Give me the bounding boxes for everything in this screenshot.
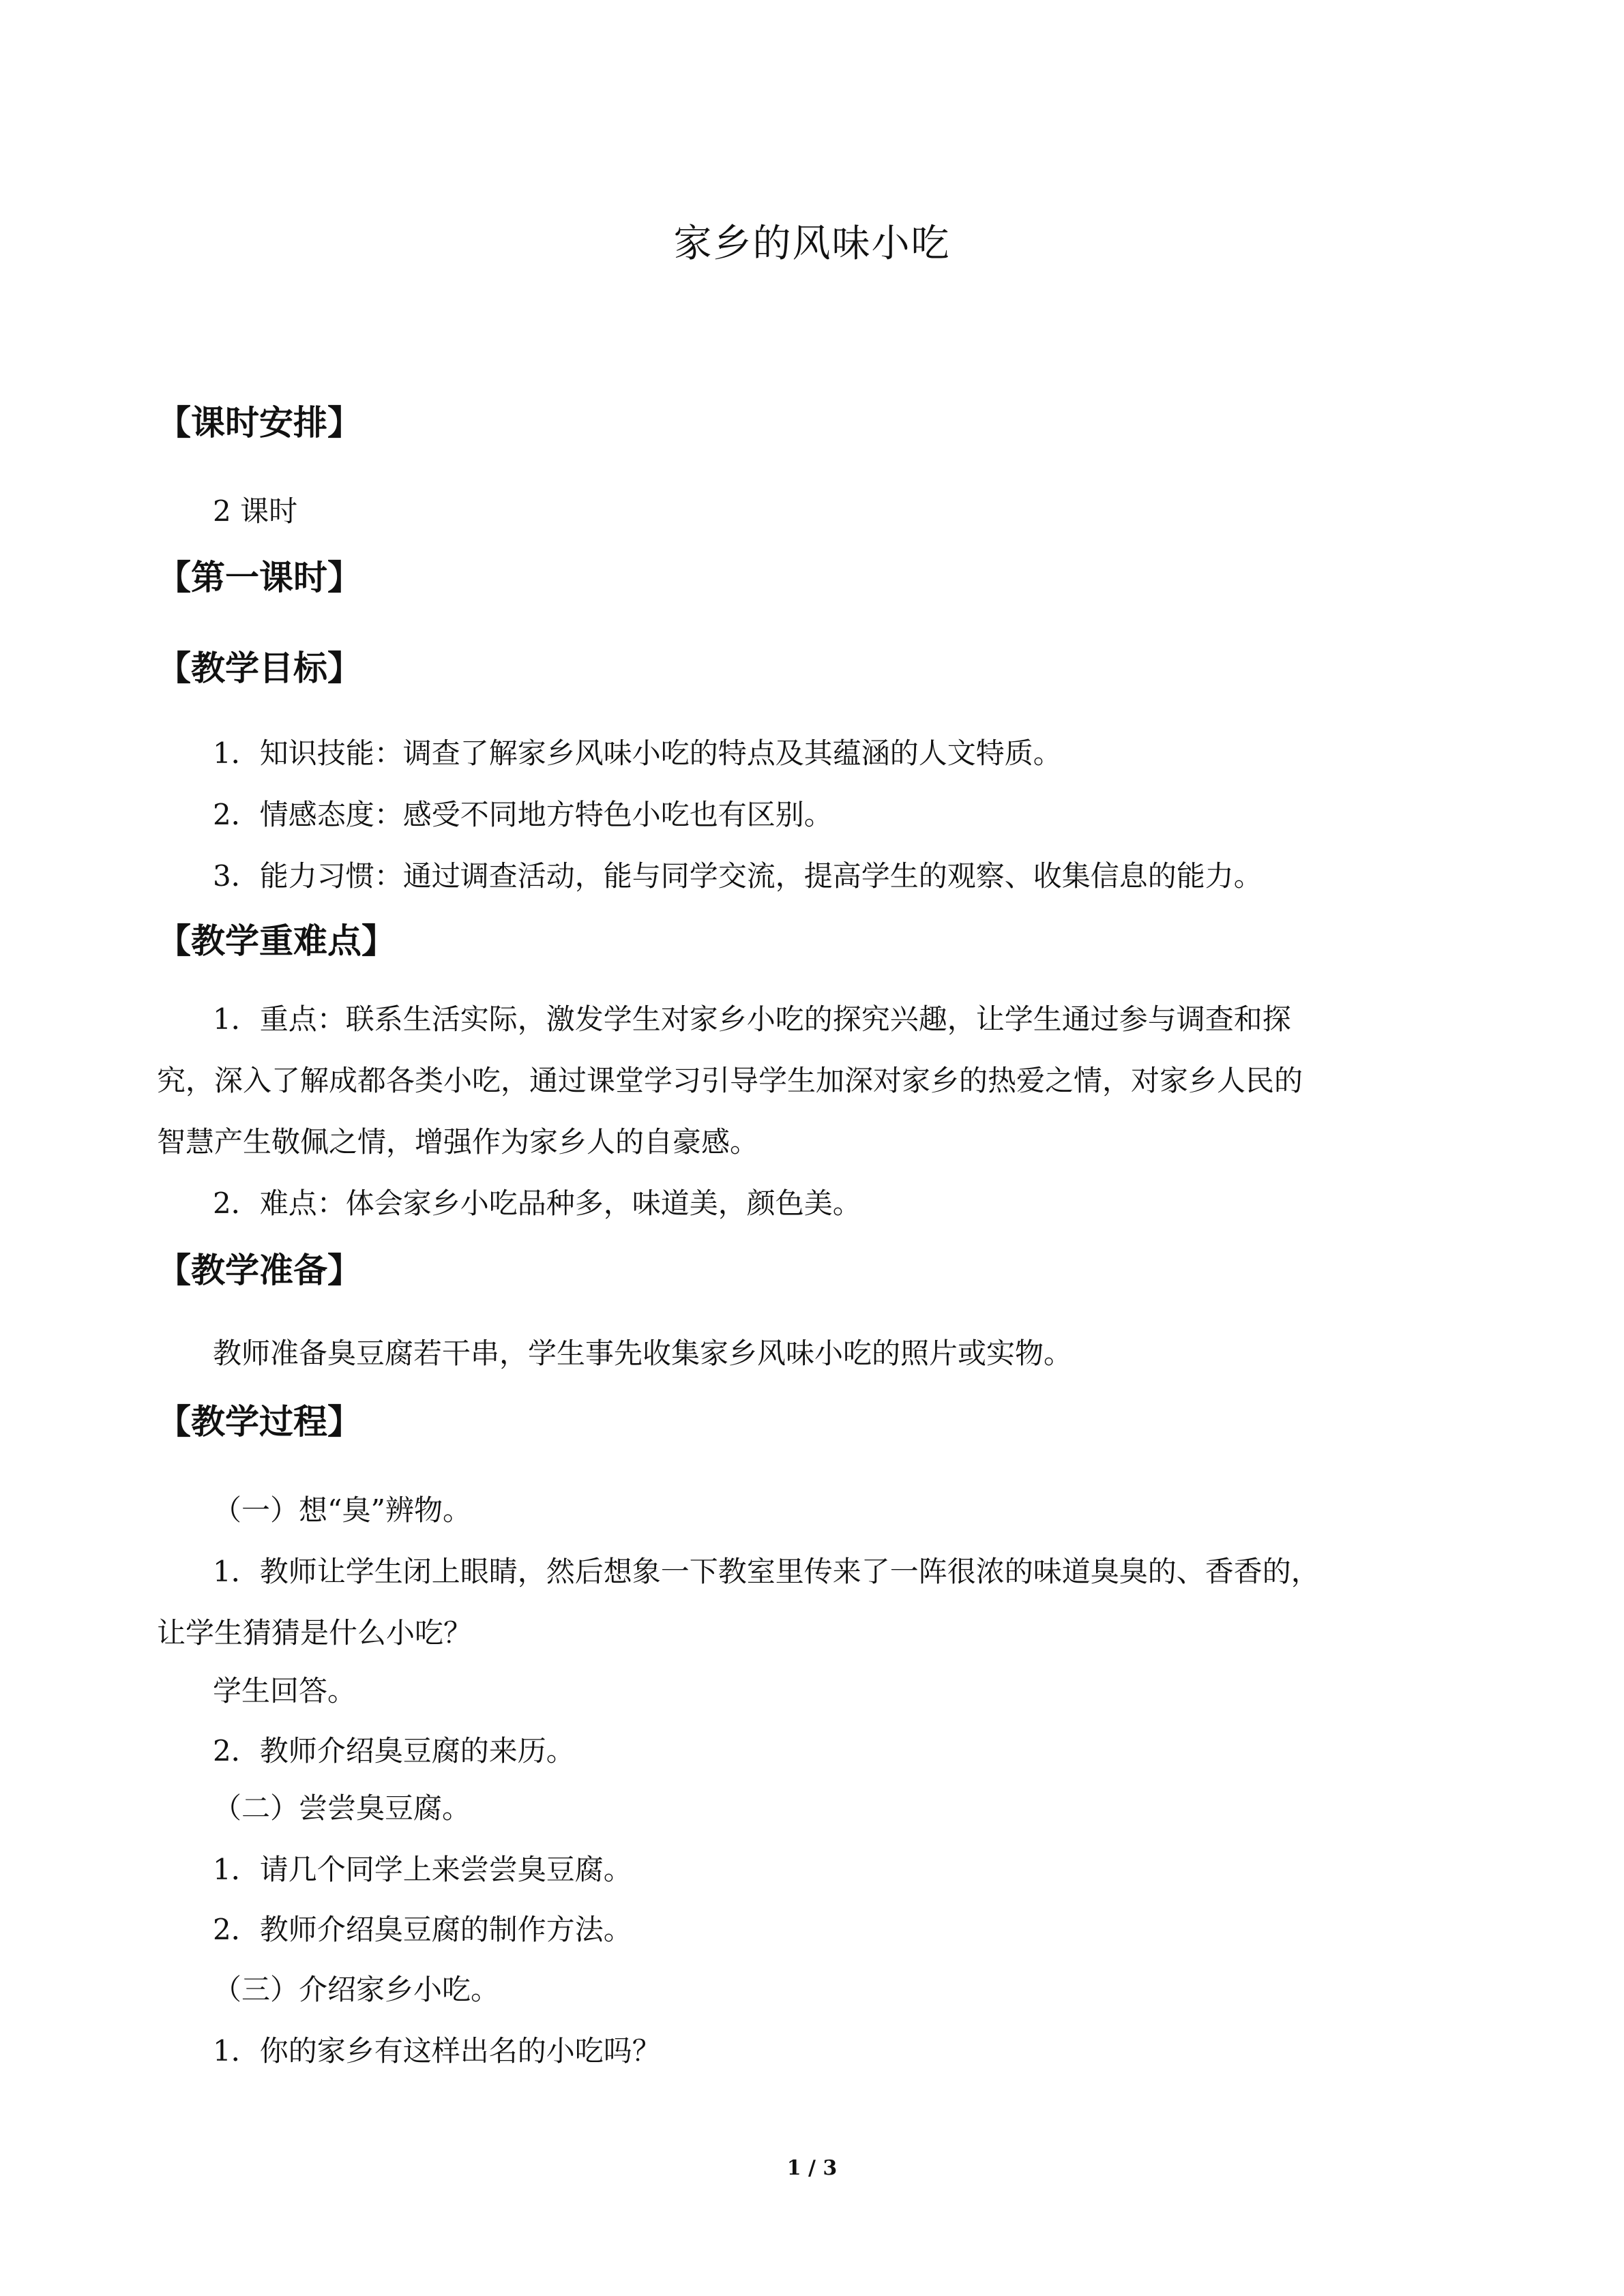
heading-preparation: 【教学准备】 — [157, 1251, 361, 1290]
process-item-line1: 1．教师让学生闭上眼睛，然后想象一下教室里传来了一阵很浓的味道臭臭的、香香的， — [213, 1555, 1320, 1588]
process-item: 2．教师介绍臭豆腐的来历。 — [213, 1734, 575, 1768]
process-step-title: （一）想“臭”辨物。 — [213, 1493, 471, 1527]
goal-item: 2．情感态度：感受不同地方特色小吃也有区别。 — [213, 798, 833, 831]
process-item-line2: 让学生猜猜是什么小吃？ — [157, 1616, 473, 1650]
process-item: 1．你的家乡有这样出名的小吃吗？ — [213, 2034, 661, 2068]
document-title: 家乡的风味小吃 — [673, 222, 951, 266]
keypoint-1-line2: 究，深入了解成都各类小吃，通过课堂学习引导学生加深对家乡的热爱之情，对家乡人民的 — [157, 1064, 1303, 1097]
preparation-text: 教师准备臭豆腐若干串，学生事先收集家乡风味小吃的照片或实物。 — [213, 1337, 1073, 1370]
heading-keypoints: 【教学重难点】 — [157, 921, 396, 961]
keypoint-1-line1: 1．重点：联系生活实际，激发学生对家乡小吃的探究兴趣，让学生通过参与调查和探 — [213, 1002, 1291, 1036]
page-indicator: 1 / 3 — [786, 2156, 838, 2180]
schedule-text: 2 课时 — [213, 494, 298, 528]
process-item: 2．教师介绍臭豆腐的制作方法。 — [213, 1913, 632, 1946]
keypoint-1-line3: 智慧产生敬佩之情，增强作为家乡人的自豪感。 — [157, 1125, 759, 1159]
process-step-title: （二）尝尝臭豆腐。 — [213, 1791, 471, 1825]
goal-item: 3．能力习惯：通过调查活动，能与同学交流，提高学生的观察、收集信息的能力。 — [213, 859, 1263, 893]
heading-first-lesson: 【第一课时】 — [157, 558, 361, 597]
process-step-title: （三）介绍家乡小吃。 — [213, 1973, 500, 2006]
heading-process: 【教学过程】 — [157, 1402, 361, 1442]
goal-item: 1．知识技能：调查了解家乡风味小吃的特点及其蕴涵的人文特质。 — [213, 736, 1062, 770]
heading-schedule: 【课时安排】 — [157, 403, 361, 443]
keypoint-2: 2．难点：体会家乡小吃品种多，味道美，颜色美。 — [213, 1187, 861, 1220]
process-item: 1．请几个同学上来尝尝臭豆腐。 — [213, 1853, 632, 1886]
heading-goals: 【教学目标】 — [157, 648, 361, 688]
process-answer: 学生回答。 — [213, 1674, 357, 1708]
